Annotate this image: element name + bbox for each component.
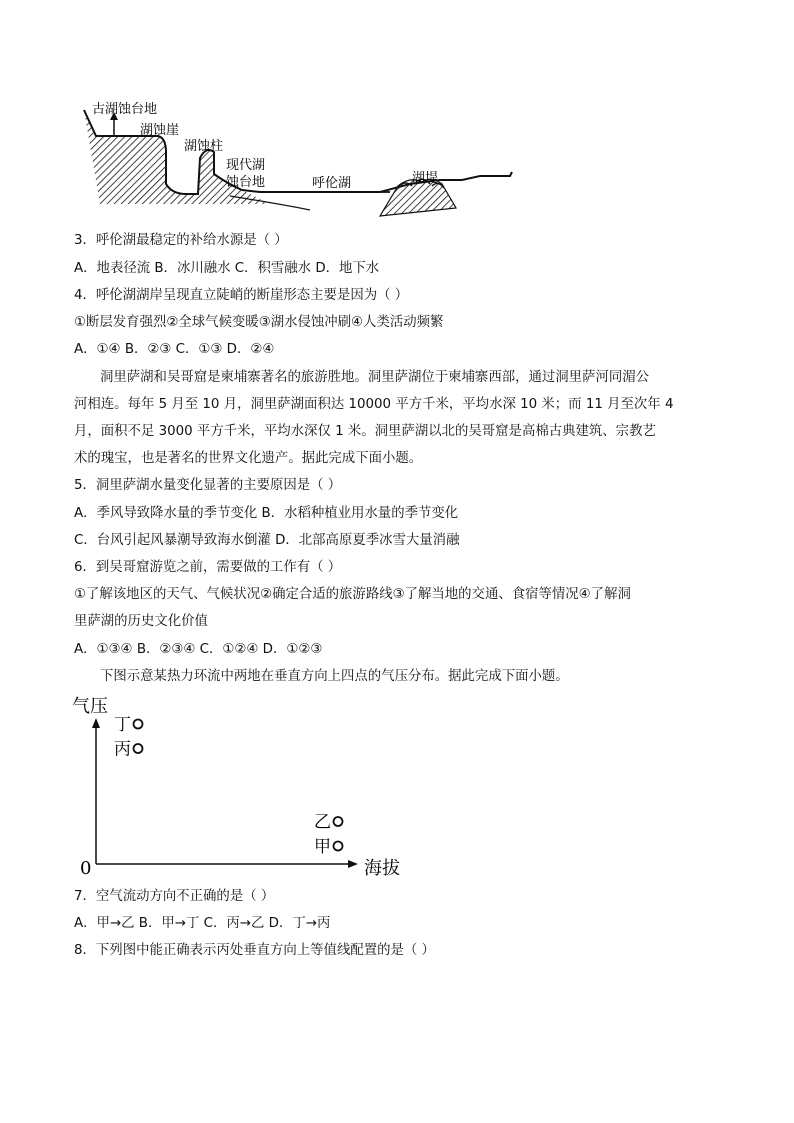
point-label-0: 丁 <box>114 715 131 735</box>
point-label-1: 丙 <box>114 739 131 760</box>
passage-line-4: 术的瑰宝，也是著名的世界文化遗产。据此完成下面小题。 <box>74 451 423 466</box>
y-axis-arrow <box>92 718 100 728</box>
point-marker-3 <box>334 842 343 851</box>
label-pillar: 湖蚀柱 <box>184 139 224 154</box>
passage-line-1: 洞里萨湖和吴哥窟是柬埔寨著名的旅游胜地。洞里萨湖位于柬埔寨西部，通过洞里萨河同湄公 <box>100 370 650 385</box>
q4-options: A．①④ B．②③ C．①③ D．②④ <box>74 342 275 357</box>
chart-intro: 下图示意某热力环流中两地在垂直方向上四点的气压分布。据此完成下面小题。 <box>100 669 569 684</box>
label-ancient-platform: 古湖蚀台地 <box>92 102 158 117</box>
q6-options: A．①③④ B．②③④ C．①②④ D．①②③ <box>74 642 323 657</box>
q5-options-ab: A．季风导致降水量的季节变化 B．水稻种植业用水量的季节变化 <box>74 506 459 521</box>
q4-choices: ①断层发育强烈②全球气候变暖③湖水侵蚀冲刷④人类活动频繁 <box>74 315 444 330</box>
q3-stem: 3．呼伦湖最稳定的补给水源是（ ） <box>74 233 288 248</box>
point-label-3: 甲 <box>314 837 331 857</box>
q7-options: A．甲→乙 B．甲→丁 C．丙→乙 D．丁→丙 <box>74 916 331 931</box>
x-axis-arrow <box>348 860 358 868</box>
q7-stem: 7．空气流动方向不正确的是（ ） <box>74 889 275 904</box>
q8-stem: 8．下列图中能正确表示丙处垂直方向上等值线配置的是（ ） <box>74 943 435 958</box>
q3-options: A．地表径流 B．冰川融水 C．积雪融水 D．地下水 <box>74 261 380 276</box>
q5-stem: 5．洞里萨湖水量变化显著的主要原因是（ ） <box>74 478 342 493</box>
origin-label: 0 <box>80 858 92 879</box>
point-marker-2 <box>334 817 343 826</box>
point-label-2: 乙 <box>314 812 331 833</box>
passage-line-2: 河相连。每年 5 月至 10 月，洞里萨湖面积达 10000 平方千米，平均水深 10 米；而 11 月至次年 4 <box>74 397 674 412</box>
point-marker-0 <box>134 720 143 729</box>
lake-shore-diagram <box>80 96 520 221</box>
label-embankment: 湖堤 <box>412 171 439 186</box>
label-modern-platform-2: 蚀台地 <box>226 175 266 190</box>
pressure-altitude-chart <box>68 692 418 882</box>
q6-choices-2: 里萨湖的历史文化价值 <box>74 614 208 629</box>
label-modern-platform-1: 现代湖 <box>226 158 266 173</box>
point-marker-1 <box>134 744 143 753</box>
q5-options-cd: C．台风引起风暴潮导致海水倒灌 D．北部高原夏季冰雪大量消融 <box>74 533 460 548</box>
label-cliff: 湖蚀崖 <box>140 123 180 138</box>
label-lake: 呼伦湖 <box>312 176 352 191</box>
y-axis-label: 气压 <box>72 696 108 717</box>
q4-stem: 4．呼伦湖湖岸呈现直立陡峭的断崖形态主要是因为（ ） <box>74 288 409 303</box>
passage-line-3: 月，面积不足 3000 平方千米，平均水深仅 1 米。洞里萨湖以北的吴哥窟是高棉古典建筑、宗教艺 <box>74 424 656 439</box>
q6-stem: 6．到吴哥窟游览之前，需要做的工作有（ ） <box>74 560 342 575</box>
q6-choices-1: ①了解该地区的天气、气候状况②确定合适的旅游路线③了解当地的交通、食宿等情况④了解洞 <box>74 587 631 602</box>
x-axis-label: 海拔 <box>364 858 400 879</box>
